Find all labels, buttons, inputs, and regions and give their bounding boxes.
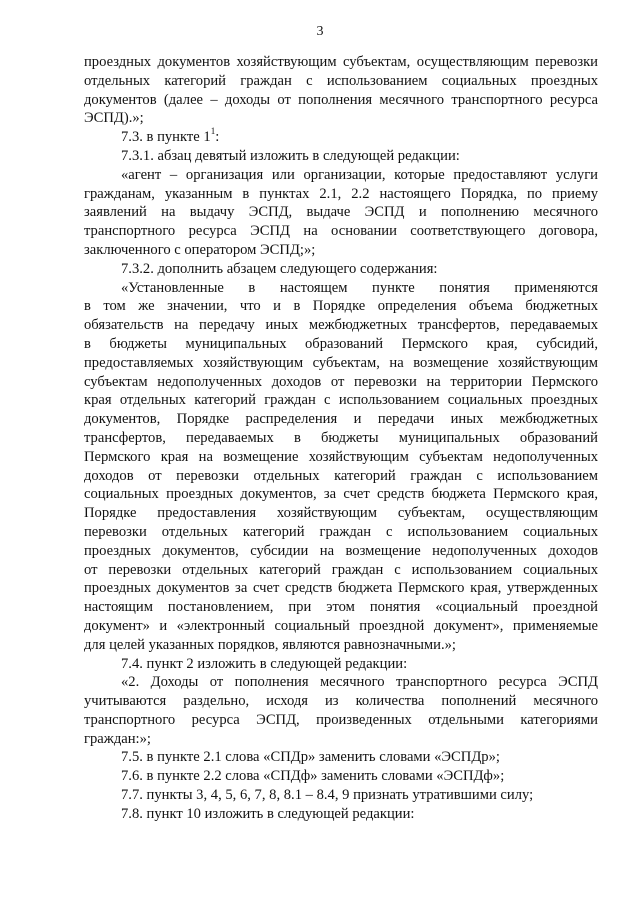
text-line: настоящим постановлением, при этом понятия «социальный проездной — [84, 599, 598, 616]
text-line: проездных документов хозяйствующим субъектам, осуществляющим перевозки — [84, 54, 598, 70]
paragraph-p2 — [84, 128, 598, 147]
text-line: отдельных категорий граждан с использованием социальных проездных — [84, 72, 598, 89]
text-line: трансфертов, передаваемых в бюджеты муниципальных образований — [84, 429, 598, 446]
text-line: социальных проездных документов, за счет средств бюджета Пермского края, — [84, 486, 598, 503]
paragraph-p3 — [84, 147, 598, 166]
paragraph-p8 — [84, 673, 598, 748]
text-line: Порядке предоставления хозяйствующим субъектам, осуществляющим — [84, 505, 598, 522]
text-line: заявлений на выдачу ЭСПД, выдаче ЭСПД и пополнению месячного — [84, 204, 598, 221]
text-line: проездных документов за счет средств бюджета Пермского края, утвержденных — [84, 580, 598, 597]
text-line: «2. Доходы от пополнения месячного транспортного ресурса ЭСПД — [121, 674, 598, 691]
superscript: 1 — [210, 126, 216, 137]
paragraph-p4 — [84, 166, 598, 260]
text-line: транспортного ресурса ЭСПД на основании соответствующего договора, — [84, 223, 598, 240]
text-line: Пермского края на возмещение хозяйствующим субъектам недополученных — [84, 448, 598, 465]
text-line: 7.6. в пункте 2.2 слова «СПДф» заменить словами «ЭСПДф»; — [121, 768, 505, 785]
paragraph-p5 — [84, 260, 598, 279]
text-line: для целей указанных порядков, являются равнозначными.»; — [84, 636, 456, 653]
paragraph-p6 — [84, 279, 598, 655]
text-line: в том же значении, что и в Порядке определения объема бюджетных — [84, 298, 598, 315]
text-line: «агент – организация или организации, которые предоставляют услуги — [121, 166, 598, 183]
text-line: предоставляемых хозяйствующим субъектам, на возмещение хозяйствующим — [84, 354, 598, 371]
text-line: 7.7. пункты 3, 4, 5, 6, 7, 8, 8.1 – 8.4, 9 признать утратившими силу; — [121, 787, 534, 804]
text-line: документ» и «электронный социальный проездной документ», применяемые — [84, 617, 598, 634]
paragraph-p11 — [84, 786, 598, 805]
text-line: проездных документов, субсидии на возмещение недополученных доходов — [84, 542, 598, 559]
text-line: гражданам, указанным в пунктах 2.1, 2.2 настоящего Порядка, по приему — [84, 185, 598, 202]
paragraph-p12 — [84, 805, 598, 824]
text-line: в бюджеты муниципальных образований Пермского края, субсидий, — [84, 335, 598, 352]
text-line: 7.3.2. дополнить абзацем следующего содержания: — [121, 260, 438, 277]
paragraph-p10 — [84, 767, 598, 786]
text-line: от перевозки отдельных категорий граждан с использованием социальных — [84, 561, 598, 578]
page-number: 3 — [316, 24, 324, 39]
text-line: субъектам недополученных доходов от перевозки на территории Пермского — [84, 373, 598, 390]
line-tail: : — [215, 129, 220, 146]
text-line: документов (далее – доходы от пополнения месячного транспортного ресурса — [84, 91, 598, 108]
paragraph-p1 — [84, 53, 598, 128]
paragraph-p7 — [84, 655, 598, 674]
text-line: обязательств на передачу иных межбюджетных трансфертов, передаваемых — [84, 317, 598, 334]
text-line: края отдельных категорий граждан с использованием социальных проездных — [84, 392, 598, 409]
text-line: 7.8. пункт 10 изложить в следующей редакции: — [121, 805, 415, 822]
paragraph-p9 — [84, 748, 598, 767]
text-line: заключенного с оператором ЭСПД;»; — [84, 241, 316, 258]
text-line: 7.3. в пункте $1^1$: — [121, 126, 220, 146]
text-line: граждан:»; — [84, 730, 151, 747]
text-line: 7.4. пункт 2 изложить в следующей редакции: — [121, 655, 408, 672]
text-line: доходов от перевозки отдельных категорий граждан с использованием — [84, 467, 598, 484]
text-line: учитываются раздельно, исходя из количества пополнений месячного — [84, 693, 598, 710]
text-line: 7.5. в пункте 2.1 слова «СПДр» заменить словами «ЭСПДр»; — [121, 749, 500, 766]
text-line: транспортного ресурса ЭСПД, произведенных отдельными категориями — [84, 711, 598, 728]
text-line: документов, Порядке распределения и передачи иных межбюджетных — [84, 411, 598, 428]
text-line: перевозки отдельных категорий граждан с использованием социальных — [84, 523, 598, 540]
text-line: 7.3.1. абзац девятый изложить в следующей редакции: — [121, 147, 460, 164]
text-line: ЭСПД).»; — [84, 110, 144, 127]
document-body — [84, 53, 598, 824]
text-line: «Установленные в настоящем пункте понятия применяются — [121, 279, 598, 296]
